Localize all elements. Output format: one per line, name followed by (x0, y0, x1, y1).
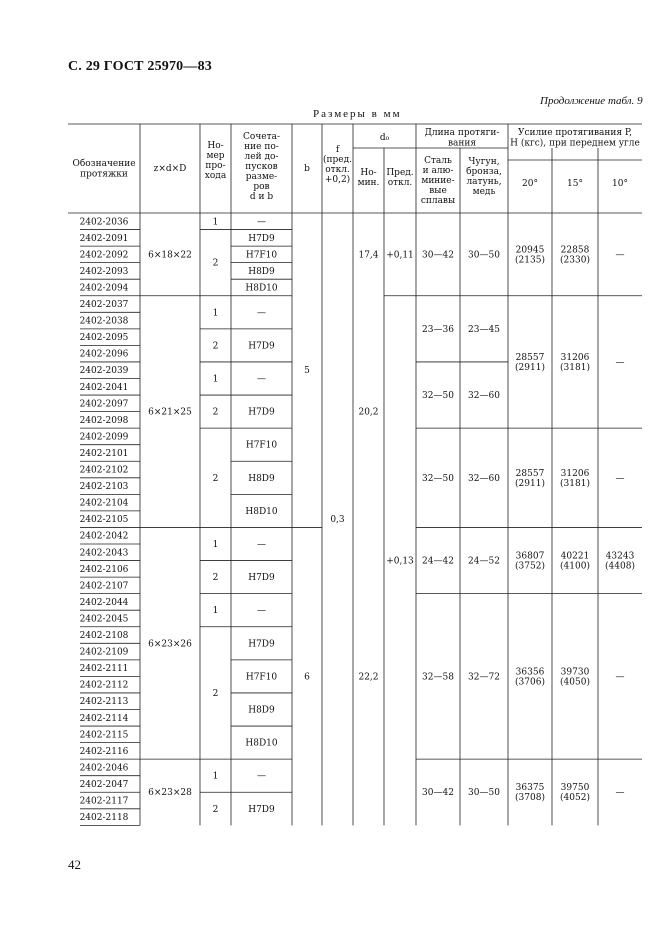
row-designation: 2402-2115 (79, 730, 129, 741)
row-designation: 2402-2037 (79, 300, 129, 310)
row-designation: 2402-2114 (79, 713, 129, 724)
header-d0: d₀ (379, 133, 390, 144)
row-designation: 2402-2099 (79, 432, 129, 443)
cell-force-10: — (615, 357, 625, 368)
table-continuation: Продолжение табл. 9 (540, 95, 643, 107)
cell-force-10: — (615, 473, 625, 484)
cell-b: 5 (304, 366, 310, 377)
header-length-steel: Сталь и алю-миние-вые сплавы (420, 155, 456, 206)
header-tolerance-fits: Сочета-ние по-лей до-пусков разме-ров d и b (243, 131, 280, 202)
cell-length-steel: 32—50 (422, 391, 454, 402)
row-designation: 2402-2041 (79, 382, 129, 393)
cell-tolerance-fit: H8D9 (248, 473, 275, 484)
row-designation: 2402-2104 (79, 498, 129, 509)
row-designation: 2402-2113 (79, 697, 129, 708)
cell-zxdxd: 6×18×22 (148, 250, 192, 261)
row-designation: 2402-2103 (79, 482, 129, 493)
cell-force-20: 36356 (3706) (515, 667, 545, 688)
row-designation: 2402-2107 (79, 581, 129, 592)
cell-tolerance-fit: H8D9 (248, 266, 275, 277)
row-designation: 2402-2042 (79, 531, 129, 542)
cell-force-20: 20945 (2135) (515, 245, 545, 266)
cell-d0-nominal: 20,2 (358, 407, 379, 418)
row-designation: 2402-2097 (79, 399, 129, 410)
cell-length-cast-iron: 24—52 (468, 556, 500, 567)
cell-d0-deviation: +0,13 (386, 556, 414, 567)
row-designation: 2402-2091 (79, 233, 129, 244)
cell-force-10: — (615, 250, 625, 261)
cell-d0-nominal: 17,4 (358, 250, 379, 261)
cell-length-steel: 30—42 (422, 250, 454, 261)
header-b: b (304, 164, 310, 175)
cell-pass-number: 2 (212, 341, 219, 352)
row-designation: 2402-2109 (79, 647, 129, 658)
row-designation: 2402-2044 (79, 597, 129, 608)
cell-tolerance-fit: — (257, 308, 266, 319)
row-designation: 2402-2039 (79, 366, 129, 377)
cell-length-cast-iron: 30—50 (468, 788, 500, 799)
cell-pass-number: 1 (212, 374, 219, 385)
cell-force-20: 28557 (2911) (515, 468, 545, 489)
cell-tolerance-fit: H8D10 (245, 506, 278, 517)
cell-b: 6 (304, 672, 310, 683)
cell-zxdxd: 6×23×28 (148, 788, 192, 799)
header-force: Усилие протягивания P, Н (кгс), при переднем угле (510, 127, 640, 149)
cell-tolerance-fit: H7F10 (245, 672, 278, 683)
row-designation: 2402-2118 (79, 813, 129, 824)
cell-tolerance-fit: H7D9 (248, 341, 275, 352)
cell-tolerance-fit: — (257, 539, 266, 550)
cell-tolerance-fit: — (257, 606, 266, 617)
cell-d0-nominal: 22,2 (358, 672, 379, 683)
header-zxdxd: z×d×D (153, 164, 187, 175)
row-designation: 2402-2112 (79, 680, 129, 691)
cell-length-cast-iron: 32—60 (468, 391, 500, 402)
cell-pass-number: 1 (212, 539, 219, 550)
cell-length-steel: 32—50 (422, 473, 454, 484)
cell-force-15: 22858 (2330) (560, 245, 590, 266)
cell-tolerance-fit: H7D9 (248, 407, 275, 418)
cell-tolerance-fit: H7F10 (245, 440, 278, 451)
row-designation: 2402-2108 (79, 631, 129, 641)
cell-tolerance-fit: H7D9 (248, 233, 275, 244)
cell-force-15: 39750 (4052) (560, 783, 590, 804)
cell-length-cast-iron: 30—50 (468, 250, 500, 261)
cell-tolerance-fit: H8D10 (245, 738, 278, 749)
cell-pass-number: 2 (212, 573, 219, 584)
cell-force-15: 40221 (4100) (560, 551, 590, 572)
cell-tolerance-fit: H7F10 (245, 250, 278, 261)
cell-length-cast-iron: 32—60 (468, 473, 500, 484)
row-designation: 2402-2046 (79, 763, 129, 774)
cell-tolerance-fit: H8D10 (245, 283, 278, 294)
row-designation: 2402-2095 (79, 333, 129, 344)
header-f: f (пред. откл. +0,2) (323, 144, 352, 185)
row-designation: 2402-2102 (79, 465, 129, 476)
header-length: Длина протяги-вания (424, 127, 500, 149)
row-designation: 2402-2092 (79, 250, 129, 261)
cell-tolerance-fit: H8D9 (248, 705, 275, 716)
row-designation: 2402-2094 (79, 283, 129, 294)
row-designation: 2402-2105 (79, 515, 129, 526)
cell-pass-number: 1 (212, 308, 219, 319)
cell-tolerance-fit: H7D9 (248, 639, 275, 650)
cell-pass-number: 2 (212, 258, 219, 269)
cell-force-10: — (615, 672, 625, 683)
cell-force-15: 31206 (3181) (560, 352, 590, 373)
row-designation: 2402-2096 (79, 349, 129, 360)
cell-force-15: 39730 (4050) (560, 667, 590, 688)
units-note: Размеры в мм (313, 108, 402, 120)
cell-pass-number: 2 (212, 804, 219, 815)
cell-force-15: 31206 (3181) (560, 468, 590, 489)
header-angle-20: 20° (522, 179, 538, 190)
cell-length-steel: 30—42 (422, 788, 454, 799)
cell-force-10: 43243 (4408) (605, 551, 635, 572)
cell-force-10: — (615, 788, 625, 799)
cell-f: 0,3 (330, 515, 345, 526)
page-number: 42 (68, 857, 81, 872)
row-designation: 2402-2098 (79, 415, 129, 426)
cell-tolerance-fit: H7D9 (248, 804, 275, 815)
cell-tolerance-fit: — (257, 217, 266, 228)
row-designation: 2402-2111 (79, 664, 129, 675)
row-designation: 2402-2036 (79, 217, 129, 228)
cell-pass-number: 1 (212, 217, 219, 228)
row-designation: 2402-2101 (79, 448, 129, 459)
cell-zxdxd: 6×21×25 (148, 407, 192, 418)
row-designation: 2402-2043 (79, 548, 129, 559)
cell-pass-number: 2 (212, 407, 219, 418)
cell-force-20: 36807 (3752) (515, 551, 545, 572)
row-designation: 2402-2047 (79, 779, 129, 790)
header-pass-number: Но-мер про-хода (204, 140, 227, 181)
header-length-cast-iron: Чугун, бронза, латунь, медь (466, 156, 502, 197)
cell-pass-number: 1 (212, 771, 219, 782)
row-designation: 2402-2038 (79, 316, 129, 327)
row-designation: 2402-2045 (79, 614, 129, 625)
cell-length-cast-iron: 23—45 (468, 324, 500, 335)
cell-tolerance-fit: H7D9 (248, 573, 275, 584)
cell-pass-number: 2 (212, 473, 219, 484)
cell-force-20: 28557 (2911) (515, 352, 545, 373)
cell-d0-deviation: +0,11 (386, 250, 414, 261)
page-header: С. 29 ГОСТ 25970—83 (68, 59, 212, 74)
cell-tolerance-fit: — (257, 771, 266, 782)
row-designation: 2402-2106 (79, 564, 129, 575)
header-d0-deviation: Пред. откл. (386, 167, 414, 188)
row-designation: 2402-2116 (79, 746, 129, 757)
row-designation: 2402-2117 (79, 796, 129, 807)
header-d0-nominal: Но-мин. (357, 167, 380, 188)
cell-force-20: 36375 (3708) (515, 783, 545, 804)
header-angle-10: 10° (612, 179, 628, 190)
row-designation: 2402-2093 (79, 266, 129, 277)
cell-pass-number: 2 (212, 688, 219, 699)
cell-length-steel: 24—42 (422, 556, 454, 567)
cell-length-steel: 23—36 (422, 324, 454, 335)
cell-length-steel: 32—58 (422, 672, 454, 683)
cell-pass-number: 1 (212, 606, 219, 617)
cell-zxdxd: 6×23×26 (148, 639, 192, 650)
cell-tolerance-fit: — (257, 374, 266, 385)
header-angle-15: 15° (567, 179, 583, 190)
header-designation: Обозначение протяжки (72, 158, 136, 180)
cell-length-cast-iron: 32—72 (468, 672, 500, 683)
